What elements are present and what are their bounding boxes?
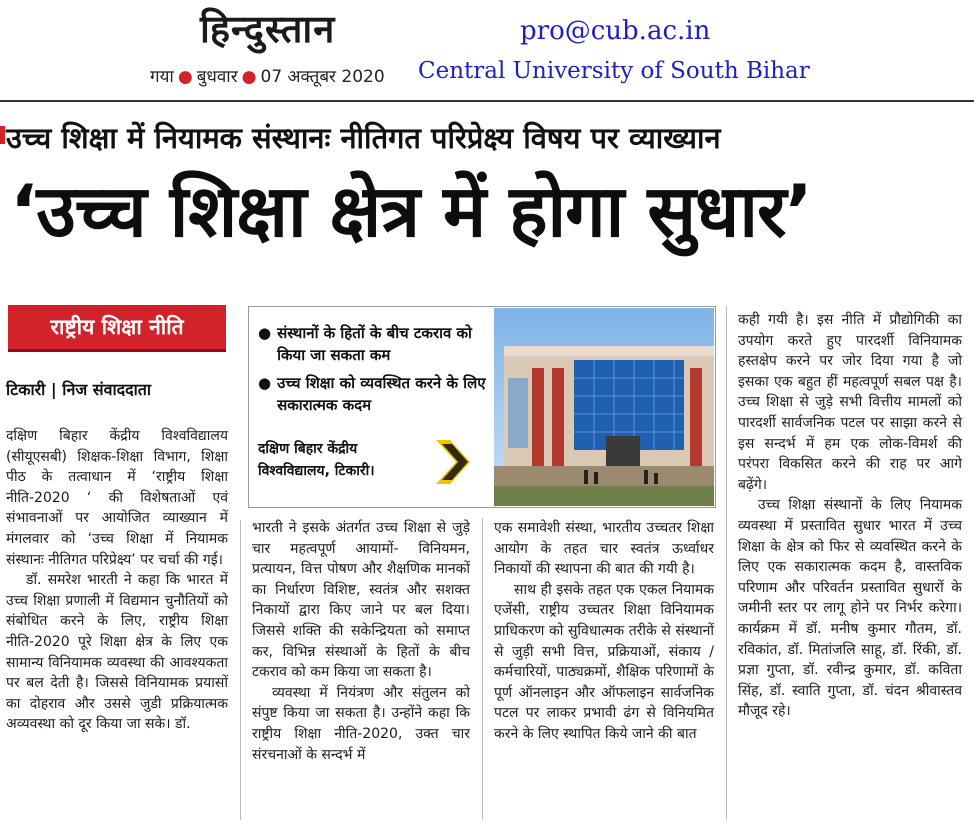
bullet-dot-icon: ● (177, 67, 193, 87)
paragraph: कही गयी है। इस नीति में प्रौद्योगिकी का उपयोग करते हुए पारदर्शी विनियामक हस्तक्षेप करने पर जोर दिया गया है जो इसका एक बहुत हीं महत्वपूर्ण सबल पक्ष है। उच्च शिक्षा से जुड़े सभी वित्तीय मामलों को पारदर्शी सार्वजनिक पटल पर साझा करने से इस सन्दर्भ में हम एक लोक-विमर्श की परंपरा विकसित करने की राह पर आगे बढ़ेंगे। (738, 312, 962, 493)
dateline-date: 07 अक्तूबर 2020 (260, 67, 385, 87)
masthead-divider (0, 100, 974, 102)
bullet-dot-icon: ● (258, 324, 272, 342)
kicker-marker (0, 126, 5, 144)
article-column-4 (738, 310, 962, 722)
paragraph: व्यवस्था में नियंत्रण और संतुलन को संपुष्ट किया जा सकता है। उन्होंने कहा कि राष्ट्रीय शिक्षा नीति-2020, उक्त चार संरचनाओं के सन्दर्भ में (252, 684, 470, 763)
article-kicker: उच्च शिक्षा में नियामक संस्थानः नीतिगत परिप्रेक्ष्य विषय पर व्याख्यान (6, 121, 721, 155)
article-column-1 (6, 426, 228, 735)
paragraph: उच्च शिक्षा संस्थानों के लिए नियामक व्यवस्था में प्रस्तावित सुधार भारत में उच्च शिक्षा के क्षेत्र को फिर से व्यवस्थित करने के लिए एक सकारात्मक कदम है, वास्तविक परिणाम और परिवर्तन प्रस्तावित सुधारों के जमीनी स्तर पर लागू होने पर निर्भर करेगा। कार्यक्रम में डॉ. मनीष कुमार गौतम, डॉ. रविकांत, डॉ. मितांजलि साहू, डॉ. रिंकी, डॉ. प्रज्ञा गुप्ता, डॉ. रवीन्द्र कुमार, डॉ. कविता सिंह, डॉ. स्वाति गुप्ता, डॉ. चंदन श्रीवास्तव मौजूद रहे। (738, 497, 962, 720)
section-tag: राष्ट्रीय शिक्षा नीति (8, 305, 226, 349)
article-column-2 (252, 518, 470, 765)
highlights-list (258, 322, 488, 422)
article-column-3 (494, 518, 714, 745)
highlight-item (258, 322, 488, 366)
column-divider (482, 518, 483, 820)
paragraph: भारती ने इसके अंतर्गत उच्च शिक्षा से जुड़े चार महत्वपूर्ण आयामों- विनियमन, प्रत्यायन, वित्त पोषण और शैक्षणिक मानकों का निर्धारण विशिष्ट, स्वतंत्र और सशक्त निकायों द्वारा किए जाने पर बल दिया। जिससे शक्ति की सकेन्द्रियता को समाप्त कर, विभिन्न संस्थाओं के हितों के बीच टकराव को कम किया जा सकता है। (252, 520, 470, 681)
newspaper-masthead: हिन्दुस्तान (200, 7, 336, 51)
paragraph: साथ ही इसके तहत एक एकल नियामक एजेंसी, राष्ट्रीय उच्चतर शिक्षा विनियामक प्राधिकरण को सुविधात्मक तरीके से संस्थानों से जुड़ी सभी वित्त, प्रक्रियाओं, संकाय / कर्मचारियों, पाठ्यक्रमों, शैक्षिक परिणामों के पूर्ण ऑनलाइन और ऑफलाइन सार्वजनिक पटल पर लाकर प्रभावी ढंग से विनियमित करने के लिए स्थापित किये जाने की बात (494, 581, 714, 742)
photo-caption: दक्षिण बिहार केंद्रीय विश्वविद्यालय, टिकारी। (258, 441, 375, 479)
bullet-dot-icon: ● (258, 374, 272, 392)
section-tag-shadow (8, 349, 226, 352)
highlight-item (258, 372, 488, 416)
highlight-text: उच्च शिक्षा को व्यवस्थित करने के लिए सकारात्मक कदम (277, 374, 486, 414)
university-building-photo (494, 308, 714, 506)
column-divider (726, 306, 727, 820)
bullet-dot-icon: ● (241, 67, 257, 87)
paragraph: दक्षिण बिहार केंद्रीय विश्वविद्यालय (सीयूएसबी) शिक्षक-शिक्षा विभाग, शिक्षा पीठ के तत्वाधान में ‘राष्ट्रीय शिक्षा नीति-2020 ‘ की विशेषताओं एवं संभावनाओं पर आयोजित व्याख्यान में मंगलवार को ‘उच्च शिक्षा में नियामक संस्थानः नीतिगत परिप्रेक्ष्य’ पर चर्चा की गई। (6, 428, 228, 568)
dateline-day: बुधवार (196, 67, 238, 87)
paragraph: डॉ. समरेश भारती ने कहा कि भारत में उच्च शिक्षा प्रणाली में विद्यमान चुनौतियों को संबोधित करने के लिए, राष्ट्रीय शिक्षा नीति-2020 पूरे शिक्षा क्षेत्र के लिए एक सामान्य विनियामक व्यवस्था की आवश्यकता पर बल देती है। जिससे विनियामक प्रयासों का दोहराव और उससे जुडी प्रक्रियात्मक अव्यवस्था को दूर किया जा सके। डॉ. (6, 572, 228, 733)
article-headline: ‘उच्च शिक्षा क्षेत्र में होगा सुधार’ (10, 169, 812, 253)
column-divider (240, 520, 241, 820)
paragraph: एक समावेशी संस्था, भारतीय उच्चतर शिक्षा आयोग के तहत चार स्वतंत्र ऊर्ध्वाधर निकायों की स्थापना की बात की गयी है। (494, 520, 714, 578)
university-name: Central University of South Bihar (418, 58, 810, 84)
highlight-text: संस्थानों के हितों के बीच टकराव को किया जा सकता कम (277, 324, 472, 364)
chevron-right-icon (436, 440, 470, 484)
byline: टिकारी | निज संवाददाता (6, 380, 152, 399)
contact-email: pro@cub.ac.in (520, 16, 711, 46)
dateline (150, 64, 385, 87)
dateline-city: गया (150, 67, 174, 87)
